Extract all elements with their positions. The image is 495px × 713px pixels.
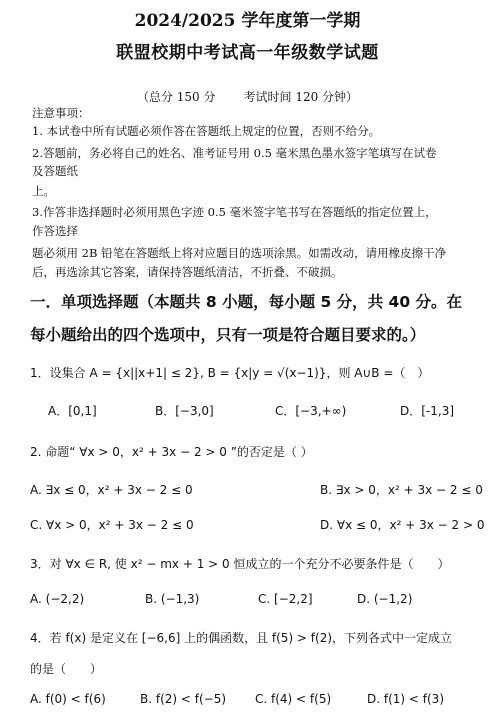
note-line: 及答题纸 — [32, 164, 78, 178]
question-2-option-a: A. ∃x ≤ 0，x² + 3x − 2 ≤ 0 — [30, 483, 193, 497]
question-4-option-b: B. f(2) < f(−5) — [140, 692, 227, 706]
note-line: 2.答题前，务必将自己的姓名、准考证号用 0.5 毫米黑色墨水签字笔填写在试卷 — [32, 146, 437, 160]
question-1-option-c: C．[−3,+∞) — [275, 404, 347, 418]
question-3-option-b: B. (−1,3) — [145, 592, 200, 606]
question-1-option-a: A．[0,1] — [48, 404, 97, 418]
note-line: 3.作答非选择题时必须用黑色字迹 0.5 毫米签字笔书写在答题纸的指定位置上， — [32, 205, 437, 219]
question-1-option-b: B．[−3,0] — [155, 404, 214, 418]
question-3-option-a: A. (−2,2) — [30, 592, 85, 606]
question-2-option-b: B. ∃x > 0，x² + 3x − 2 ≤ 0 — [320, 483, 483, 497]
question-3-option-d: D. (−1,2) — [357, 592, 413, 606]
question-2-option-d: D. ∀x ≤ 0，x² + 3x − 2 > 0 — [320, 518, 485, 532]
question-4-stem-line2: 的是（ ） — [30, 662, 103, 676]
note-line: 后，再选涂其它答案，请保持答题纸清洁，不折叠、不破损。 — [32, 265, 343, 279]
note-line: 题必须用 2B 铅笔在答题纸上将对应题目的选项涂黑。如需改动，请用橡皮擦干净 — [32, 246, 447, 260]
exam-info — [0, 88, 495, 105]
question-2-option-c: C. ∀x > 0，x² + 3x − 2 ≤ 0 — [30, 518, 194, 532]
note-line: 1. 本试卷中所有试题必须作答在答题纸上规定的位置，否则不给分。 — [32, 124, 381, 138]
exam-title-line1: 2024/2025 学年度第一学期 — [134, 11, 361, 31]
question-1-stem: 1．设集合 A = {x||x+1| ≤ 2}, B = {x|y = √(x−1)}，则 A∪B =（ ） — [30, 366, 430, 380]
question-4-option-c: C. f(4) < f(5) — [255, 692, 332, 706]
notes-heading: 注意事项： — [32, 106, 90, 120]
question-3-option-c: C. [−2,2] — [258, 592, 313, 606]
exam-time: 考试时间 120 分钟） — [243, 90, 359, 104]
note-line: 作答选择 — [32, 224, 78, 238]
exam-title-line2: 联盟校期中考试高一年级数学试题 — [116, 43, 379, 63]
note-line: 上。 — [32, 184, 55, 198]
question-2-stem: 2. 命题“ ∀x > 0，x² + 3x − 2 > 0 ”的否定是（ ） — [30, 445, 313, 459]
section-heading-line2: 每小题给出的四个选项中，只有一项是符合题目要求的。） — [30, 326, 426, 344]
question-3-stem: 3．对 ∀x ∈ R, 使 x² − mx + 1 > 0 恒成立的一个充分不必要条件是（ ） — [30, 557, 450, 571]
section-heading-line1: 一．单项选择题（本题共 8 小题，每小题 5 分，共 40 分。在 — [30, 293, 463, 311]
question-4-stem-line1: 4．若 f(x) 是定义在 [−6,6] 上的偶函数，且 f(5) > f(2)，下列各式中一定成立 — [30, 631, 453, 645]
question-4-option-a: A. f(0) < f(6) — [30, 692, 106, 706]
total-score: （总分 150 分 — [136, 90, 216, 104]
question-4-option-d: D. f(1) < f(3) — [367, 692, 444, 706]
question-1-option-d: D．[-1,3] — [400, 404, 455, 418]
